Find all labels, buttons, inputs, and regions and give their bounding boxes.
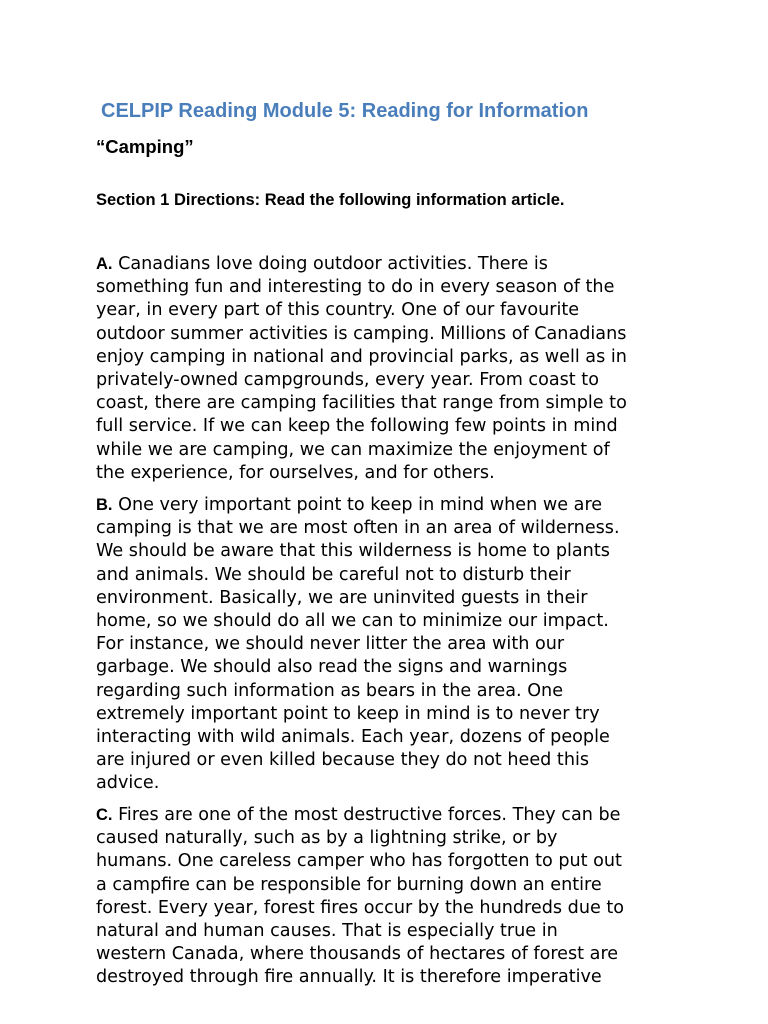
- paragraph-line: caused naturally, such as by a lightning strike, or by: [96, 828, 558, 849]
- paragraph-line: and animals. We should be careful not to disturb their: [96, 564, 571, 585]
- paragraph-label: B.: [96, 496, 113, 514]
- article-title: “Camping”: [96, 136, 194, 157]
- paragraph-line: natural and human causes. That is especially true in: [96, 921, 558, 942]
- paragraph-line: destroyed through fire annually. It is therefore imperative: [96, 967, 602, 988]
- paragraph-line: year, in every part of this country. One of our favourite: [96, 300, 580, 321]
- paragraph-line: humans. One careless camper who has forgotten to put out: [96, 851, 622, 872]
- paragraph-line: the experience, for ourselves, and for others.: [96, 462, 495, 483]
- paragraph-line: something fun and interesting to do in every season of the: [96, 277, 615, 298]
- module-title: CELPIP Reading Module 5: Reading for Information: [101, 100, 589, 122]
- paragraph-line: regarding such information as bears in the area. One: [96, 680, 564, 701]
- paragraph-line: are injured or even killed because they do not heed this: [96, 750, 590, 771]
- paragraph-line: home, so we should do all we can to minimize our impact.: [96, 611, 609, 632]
- paragraph-line: [96, 253, 696, 276]
- paragraph-text: One very important point to keep in mind when we are: [112, 495, 603, 515]
- paragraph-line: outdoor summer activities is camping. Millions of Canadians: [96, 323, 627, 344]
- paragraph-line: For instance, we should never litter the area with our: [96, 634, 565, 655]
- paragraph-line: [96, 494, 696, 517]
- paragraph-line: camping is that we are most often in an area of wilderness.: [96, 518, 620, 539]
- paragraph-line: a campfire can be responsible for burning down an entire: [96, 874, 602, 895]
- paragraph-line: We should be aware that this wilderness is home to plants: [96, 541, 610, 562]
- paragraph-line: enjoy camping in national and provincial parks, as well as in: [96, 346, 627, 367]
- paragraph-line: while we are camping, we can maximize the enjoyment of: [96, 439, 610, 460]
- paragraph-line: advice.: [96, 773, 160, 794]
- paragraph-a: [96, 253, 696, 485]
- paragraph-text: Canadians love doing outdoor activities. There is: [112, 254, 548, 274]
- paragraph-c: [96, 804, 696, 990]
- paragraph-line: privately-owned campgrounds, every year. From coast to: [96, 370, 599, 391]
- paragraph-line: [96, 804, 696, 827]
- section-directions: Section 1 Directions: Read the following information article.: [96, 191, 565, 209]
- paragraph-line: western Canada, where thousands of hectares of forest are: [96, 944, 619, 965]
- paragraph-b: [96, 494, 696, 796]
- paragraph-line: forest. Every year, forest fires occur by the hundreds due to: [96, 897, 625, 918]
- paragraph-line: full service. If we can keep the following few points in mind: [96, 416, 618, 437]
- paragraph-line: extremely important point to keep in mind is to never try: [96, 703, 600, 724]
- paragraph-label: A.: [96, 255, 113, 273]
- paragraph-line: environment. Basically, we are uninvited guests in their: [96, 587, 588, 608]
- paragraph-line: garbage. We should also read the signs and warnings: [96, 657, 568, 678]
- paragraph-label: C.: [96, 806, 113, 824]
- paragraph-line: coast, there are camping facilities that range from simple to: [96, 393, 627, 414]
- paragraph-line: interacting with wild animals. Each year, dozens of people: [96, 727, 610, 748]
- paragraph-text: Fires are one of the most destructive forces. They can be: [112, 805, 621, 825]
